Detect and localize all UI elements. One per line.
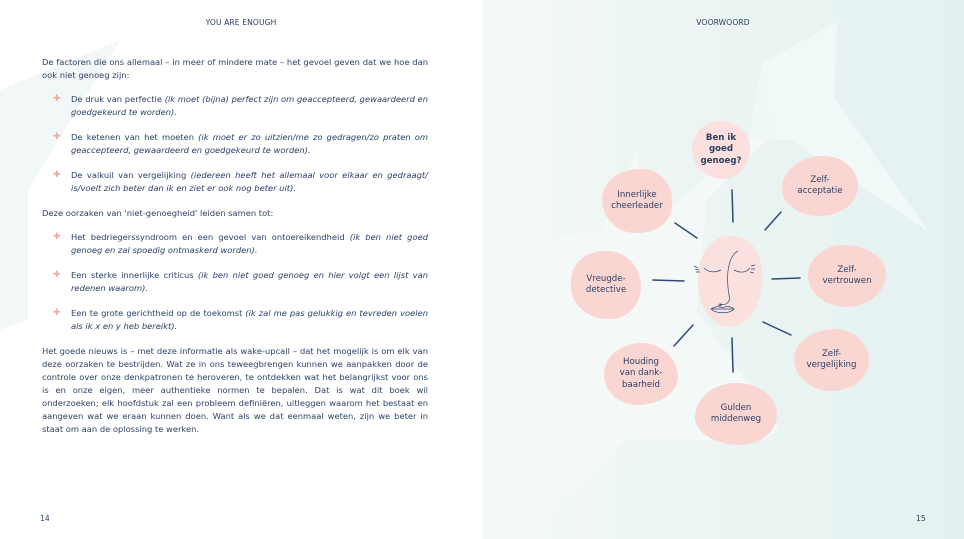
connector-line	[674, 325, 693, 346]
connector-line	[732, 190, 733, 222]
connector-line	[732, 338, 733, 372]
list-item: ✚ De ketenen van het moeten (ik moet er zo uitzien/me zo gedragen/zo praten om geaccepteerd, gewaardeerd en goedgekeurd te worden).	[53, 132, 428, 155]
node-zelf-acceptatie: Zelf- acceptatie	[782, 156, 858, 216]
conclusion-paragraph: Het goede nieuws is – met deze informatie als wake-upcall – dat het mogelijk is om elk van deze oorzaken te bestrijden. Wat ze in ons teweegbrengen kunnen we aanpakken door de controle over onze denkpatronen te heroveren, te ontdekken wat het belangrijkst voor ons is en onze eigen, meer authentieke normen te bepalen. Dat is wat dit boek wil onderzoeken; elk hoofdstuk zal een probleem definiëren, uitleggen waarom het bestaat en aangeven wat we eraan kunnen doen. Want als we dat eenmaal weten, zijn we beter in staat om aan de oplossing te werken.	[42, 346, 428, 434]
connector-line	[763, 322, 791, 335]
plus-cross-icon: ✚	[53, 308, 61, 318]
list-item: ✚ Een te grote gerichtheid op de toekomst (ik zal me pas gelukkig en tevreden voelen als ik x en y heb bereikt).	[53, 308, 428, 331]
transition-paragraph: Deze oorzaken van 'niet-genoegheid' leiden samen tot:	[42, 208, 274, 218]
intro-paragraph: De factoren die ons allemaal – in meer of mindere mate – het gevoel geven dat we hoe dan ook niet genoeg zijn:	[42, 57, 428, 80]
page-number: 14	[40, 514, 50, 523]
connector-line	[675, 223, 697, 238]
list-item: ✚ De valkuil van vergelijking (iedereen heeft het allemaal voor elkaar en gedraagt/ is/voelt zich beter dan ik en ziet er ook nog beter uit).	[53, 170, 428, 193]
plus-cross-icon: ✚	[53, 170, 61, 180]
list-item: ✚ Een sterke innerlijke criticus (ik ben niet goed genoeg en hier volgt een lijst van redenen waarom).	[53, 270, 428, 293]
connector-line	[653, 280, 684, 281]
mind-map-connectors	[482, 0, 964, 539]
connector-line	[765, 212, 781, 230]
line-art-face-icon	[694, 236, 762, 327]
plus-cross-icon: ✚	[53, 94, 61, 104]
node-vreugde-detective: Vreugde- detective	[571, 251, 641, 319]
plus-cross-icon: ✚	[53, 232, 61, 242]
central-question-bubble: Ben ik goed genoeg?	[692, 121, 750, 179]
factors-list	[42, 93, 428, 195]
right-page	[482, 0, 964, 539]
consequences-list	[42, 231, 428, 333]
list-item: ✚ De druk van perfectie (ik moet (bijna) perfect zijn om geaccepteerd, gewaardeerd en goedgekeurd te worden).	[53, 94, 428, 117]
node-innerlijke-cheerleader: Innerlijke cheerleader	[602, 169, 672, 233]
node-gulden-middenweg: Gulden middenweg	[695, 383, 777, 445]
page-number: 15	[916, 514, 926, 523]
plus-cross-icon: ✚	[53, 270, 61, 280]
node-zelf-vergelijking: Zelf- vergelijking	[794, 329, 869, 391]
connector-line	[772, 278, 800, 279]
plus-cross-icon: ✚	[53, 132, 61, 142]
node-houding-van-dankbaarheid: Houding van dank- baarheid	[604, 343, 678, 405]
running-head: YOU ARE ENOUGH	[205, 18, 277, 27]
node-zelf-vertrouwen: Zelf- vertrouwen	[808, 245, 886, 307]
body-text	[42, 56, 428, 436]
running-head: VOORWOORD	[696, 18, 750, 27]
list-item: ✚ Het bedriegerssyndroom en een gevoel van ontoereikendheid (ik ben niet goed genoeg en zal spoedig ontmaskerd worden).	[53, 232, 428, 255]
